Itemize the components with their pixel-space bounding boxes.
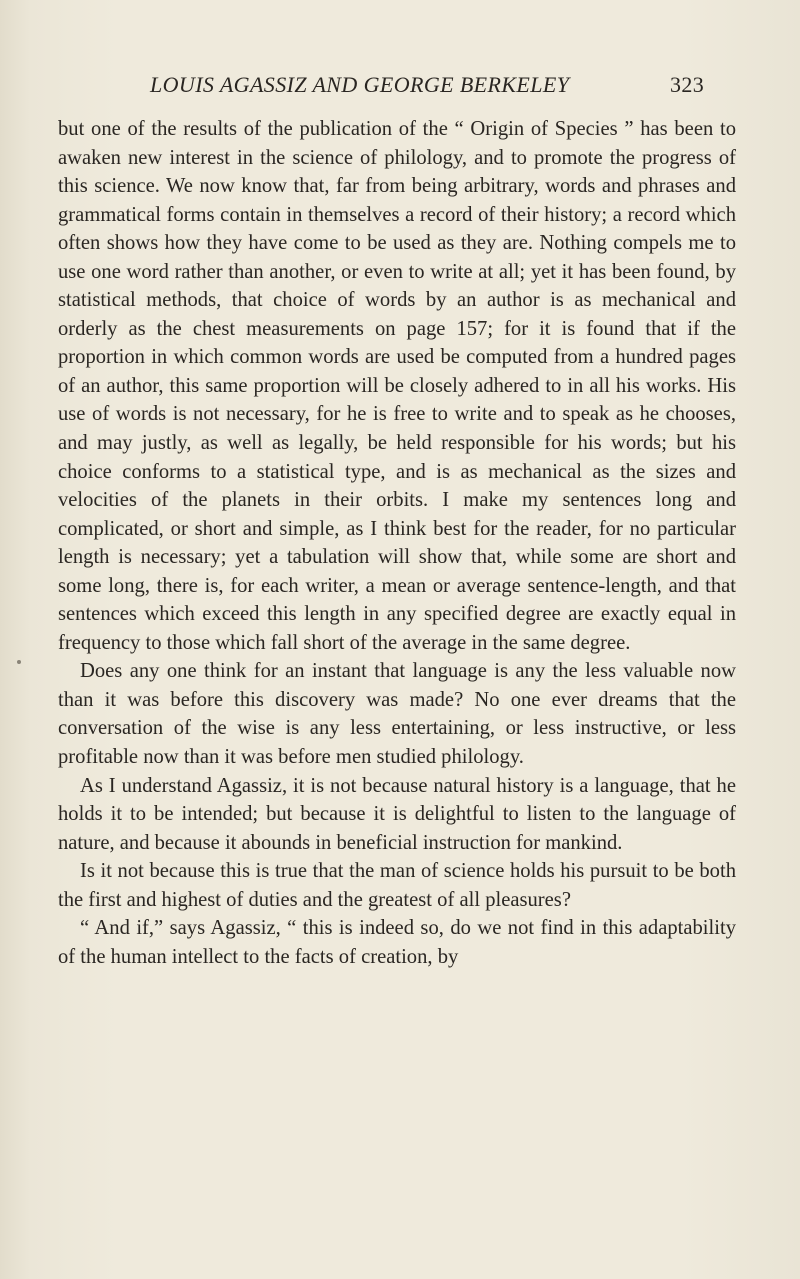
paragraph-4: Is it not because this is true that the man of science holds his pursuit to be both the first and highest of duties and the greatest of all pleasures?: [58, 860, 736, 911]
paragraph-2: Does any one think for an instant that language is any the less valuable now than it was before this discovery was made? No one ever dreams that the conversation of the wise is any less entertaining, or less instructive, or less profitable now than it was before men studied philology.: [58, 660, 736, 769]
margin-speck: [17, 660, 21, 664]
paragraph-3: As I understand Agassiz, it is not because natural history is a language, that he holds it to be intended; but because it is delightful to listen to the language of nature, and because it abounds in beneficial instruction for mankind.: [58, 774, 736, 854]
body-text: [58, 115, 736, 971]
page-number: 323: [670, 72, 705, 97]
paragraph-5: “ And if,” says Agassiz, “ this is indeed so, do we not find in this adaptability of the human intellect to the facts of creation, by: [58, 917, 736, 968]
running-title: LOUIS AGASSIZ AND GEORGE BERKELEY: [150, 72, 570, 97]
paragraph-1: but one of the results of the publication of the “ Origin of Species ” has been to awaken new interest in the science of philology, and to promote the progress of this science. We now know that, far from being arbitrary, words and phrases and grammatical forms contain in themselves a record of their history; a record which often shows how they have come to be used as they are. Nothing compels me to use one word rather than another, or even to write at all; yet it has been found, by statistical methods, that choice of words by an author is as mechanical and orderly as the chest measurements on page 157; for it is found that if the proportion in which common words are used be computed from a hundred pages of an author, this same proportion will be closely adhered to in all his works. His use of words is not necessary, for he is free to write and to speak as he chooses, and may justly, as well as legally, be held responsible for his words; but his choice conforms to a statistical type, and is as mechanical as the sizes and velocities of the planets in their orbits. I make my sentences long and complicated, or short and simple, as I think best for the reader, for no particular length is necessary; yet a tabulation will show that, while some are short and some long, there is, for each writer, a mean or average sentence-length, and that sentences which exceed this length in any specified degree are exactly equal in frequency to those which fall short of the average in the same degree.: [58, 118, 736, 654]
